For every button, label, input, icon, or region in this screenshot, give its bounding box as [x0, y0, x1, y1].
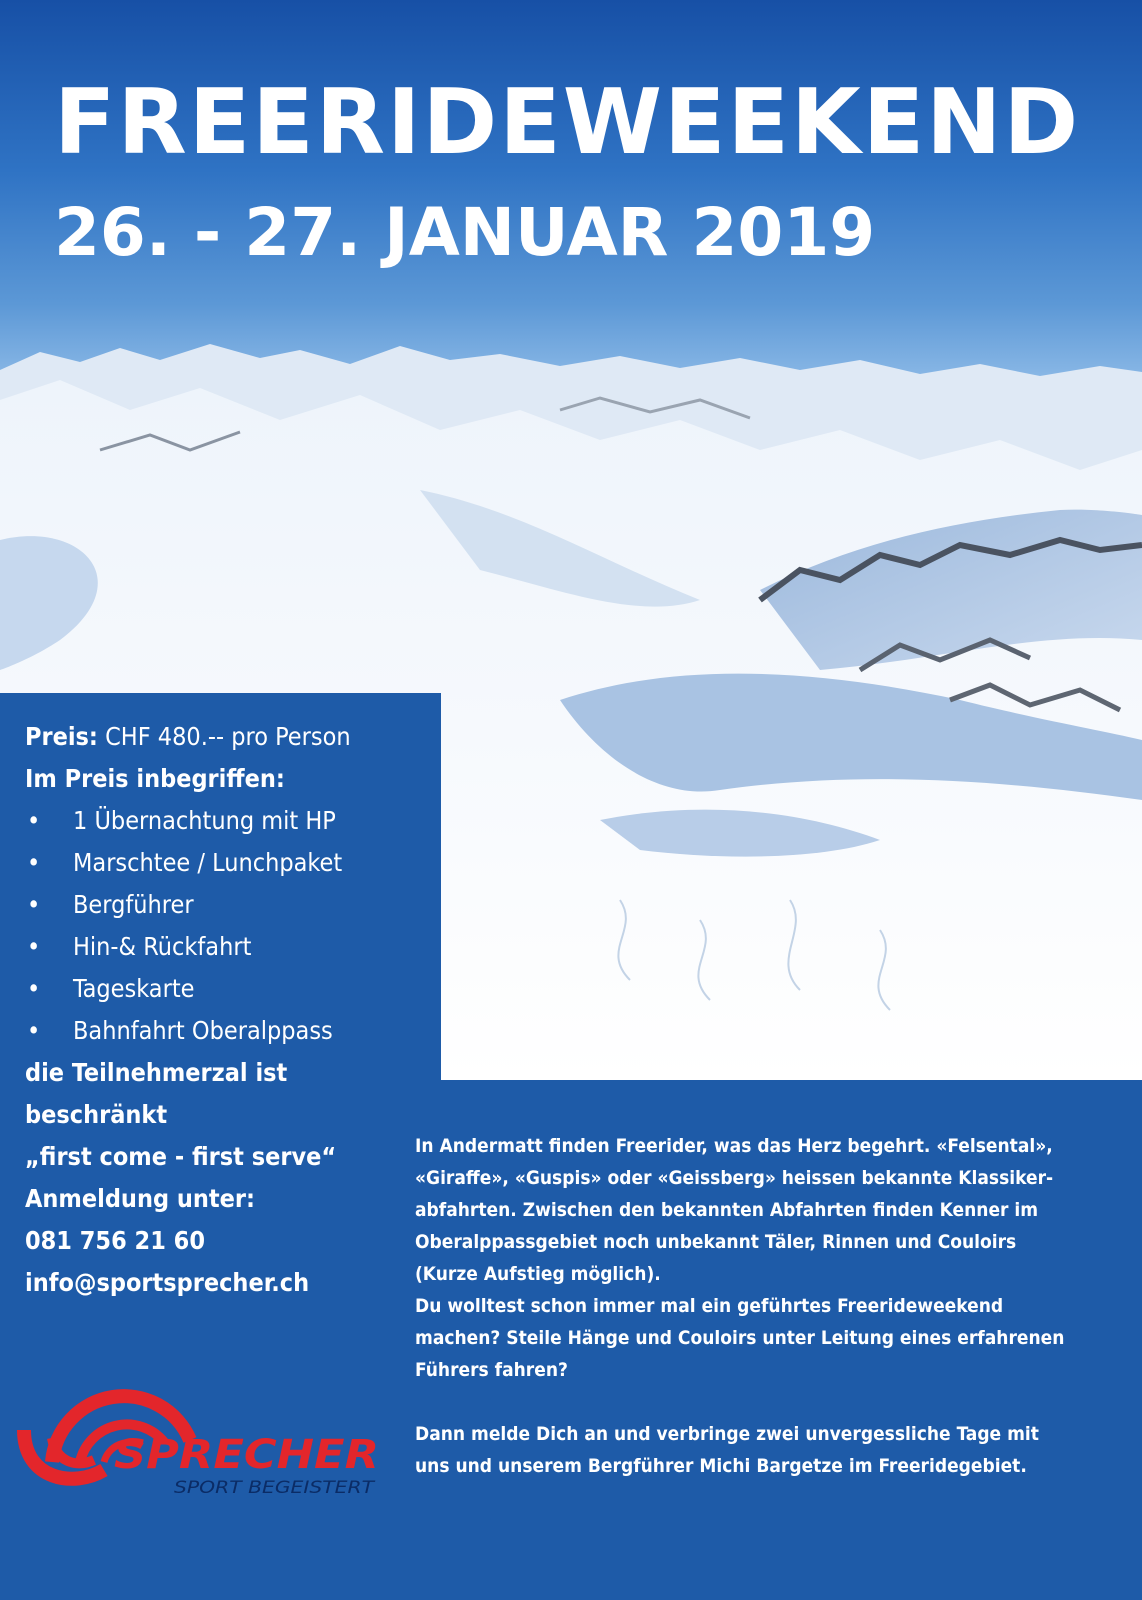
sky-background — [0, 0, 1142, 380]
logo-tagline-text: SPORT BEGEISTERT — [174, 1478, 376, 1498]
list-item: • Bergführer — [25, 884, 435, 926]
price-value: CHF 480.-- pro Person — [105, 722, 351, 751]
description-paragraph-1 — [415, 1130, 1125, 1290]
description-line: machen? Steile Hänge und Couloirs unter Leitung eines erfahrenen — [415, 1327, 1065, 1349]
list-item: • 1 Übernachtung mit HP — [25, 800, 435, 842]
logo-brand-text: SPRECHER — [114, 1432, 379, 1478]
list-item: • Hin-& Rückfahrt — [25, 926, 435, 968]
description-line: Oberalppassgebiet noch unbekannt Täler, Rinnen und Couloirs — [415, 1231, 1017, 1253]
description-line: abfahrten. Zwischen den bekannten Abfahrten finden Kenner im — [415, 1199, 1039, 1221]
description-paragraph-2 — [415, 1290, 1125, 1386]
included-items-list — [25, 800, 435, 1052]
description-line: Führers fahren? — [415, 1359, 568, 1381]
price-label: Preis: — [25, 722, 98, 751]
description-line: Du wolltest schon immer mal ein geführtes Freerideweekend — [415, 1295, 1004, 1317]
price-info-list — [25, 716, 435, 1304]
participant-limit-line2: beschränkt — [25, 1100, 168, 1129]
phone-number[interactable]: 081 756 21 60 — [25, 1226, 205, 1255]
signup-label: Anmeldung unter: — [25, 1184, 256, 1213]
list-item: • Marschtee / Lunchpaket — [25, 842, 435, 884]
description-line: Dann melde Dich an und verbringe zwei unvergessliche Tage mit — [415, 1423, 1039, 1445]
sprecher-logo — [14, 1370, 384, 1500]
email-link[interactable]: info@sportsprecher.ch — [25, 1268, 310, 1297]
description-line: «Giraffe», «Guspis» oder «Geissberg» heissen bekannte Klassiker- — [415, 1167, 1054, 1189]
list-item: • Tageskarte — [25, 968, 435, 1010]
description-line: uns und unserem Bergführer Michi Bargetze im Freeridegebiet. — [415, 1455, 1027, 1477]
included-label: Im Preis inbegriffen: — [25, 764, 285, 793]
price-line — [25, 716, 435, 758]
participant-limit-line1: die Teilnehmerzal ist — [25, 1058, 288, 1087]
event-date: 26. - 27. JANUAR 2019 — [54, 194, 876, 271]
description-paragraph-3 — [415, 1418, 1125, 1482]
first-come-note: „first come - first serve“ — [25, 1142, 337, 1171]
event-title: FREERIDEWEEKEND — [54, 70, 1081, 175]
description-line: (Kurze Aufstieg möglich). — [415, 1263, 661, 1285]
description-line: In Andermatt finden Freerider, was das Herz begehrt. «Felsental», — [415, 1135, 1053, 1157]
list-item: • Bahnfahrt Oberalppass — [25, 1010, 435, 1052]
event-description — [415, 1130, 1125, 1482]
